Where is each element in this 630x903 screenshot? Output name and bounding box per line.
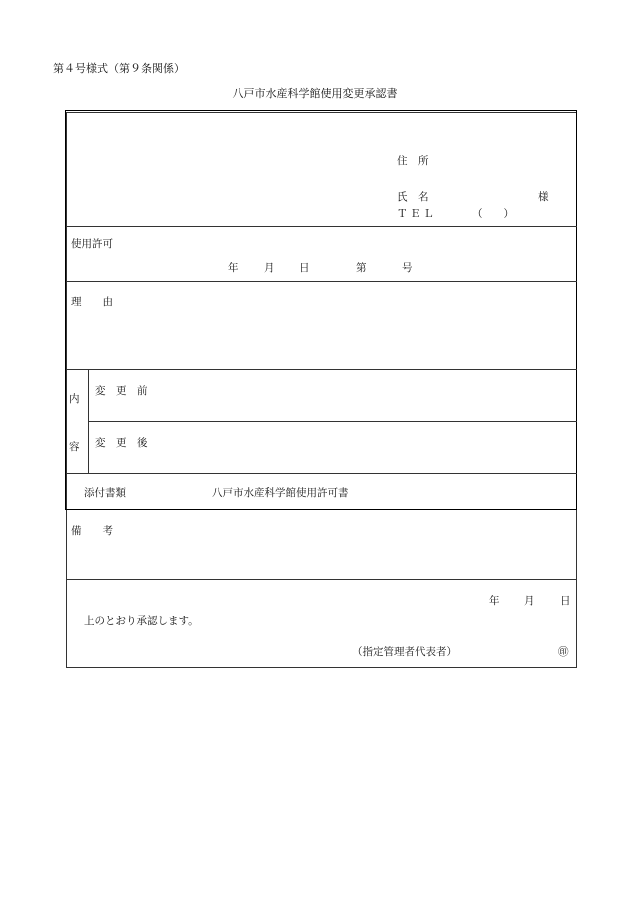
divider [66, 579, 577, 580]
permit-label: 使用許可 [71, 238, 113, 250]
reason-label: 理 由 [71, 296, 113, 308]
tel-parentheses: （ ） [472, 208, 514, 220]
approval-year: 年 [489, 595, 500, 607]
page-title: 八戸市水産科学館使用変更承認書 [232, 87, 398, 100]
attachment-label: 添付書類 [84, 487, 126, 499]
divider [88, 421, 577, 422]
permit-year: 年 [228, 262, 239, 274]
signatory-label: （指定管理者代表者） [352, 646, 457, 658]
divider [66, 369, 577, 370]
form-main-section [65, 110, 577, 510]
divider [66, 473, 577, 474]
remarks-label: 備 考 [71, 525, 113, 537]
permit-dai: 第 [356, 262, 367, 274]
content-side-bottom: 容 [69, 441, 80, 453]
divider [66, 281, 577, 282]
permit-month: 月 [264, 262, 275, 274]
after-change-label: 変 更 後 [95, 437, 148, 449]
before-change-label: 変 更 前 [95, 385, 148, 397]
content-side-top: 内 [69, 393, 80, 405]
approval-month: 月 [524, 595, 535, 607]
name-label: 氏 名 [397, 191, 429, 203]
form-number: 第４号様式（第９条関係） [53, 62, 185, 75]
approval-day: 日 [560, 595, 571, 607]
attachment-value: 八戸市水産科学館使用許可書 [212, 487, 349, 499]
honorific: 様 [538, 191, 549, 203]
address-label: 住 所 [397, 155, 429, 167]
divider [88, 369, 89, 473]
approval-statement: 上のとおり承認します。 [84, 615, 199, 627]
seal-mark: ㊞ [558, 646, 569, 658]
permit-day: 日 [299, 262, 310, 274]
divider [66, 226, 577, 227]
tel-label: ＴＥＬ [397, 208, 437, 220]
permit-go: 号 [402, 262, 413, 274]
